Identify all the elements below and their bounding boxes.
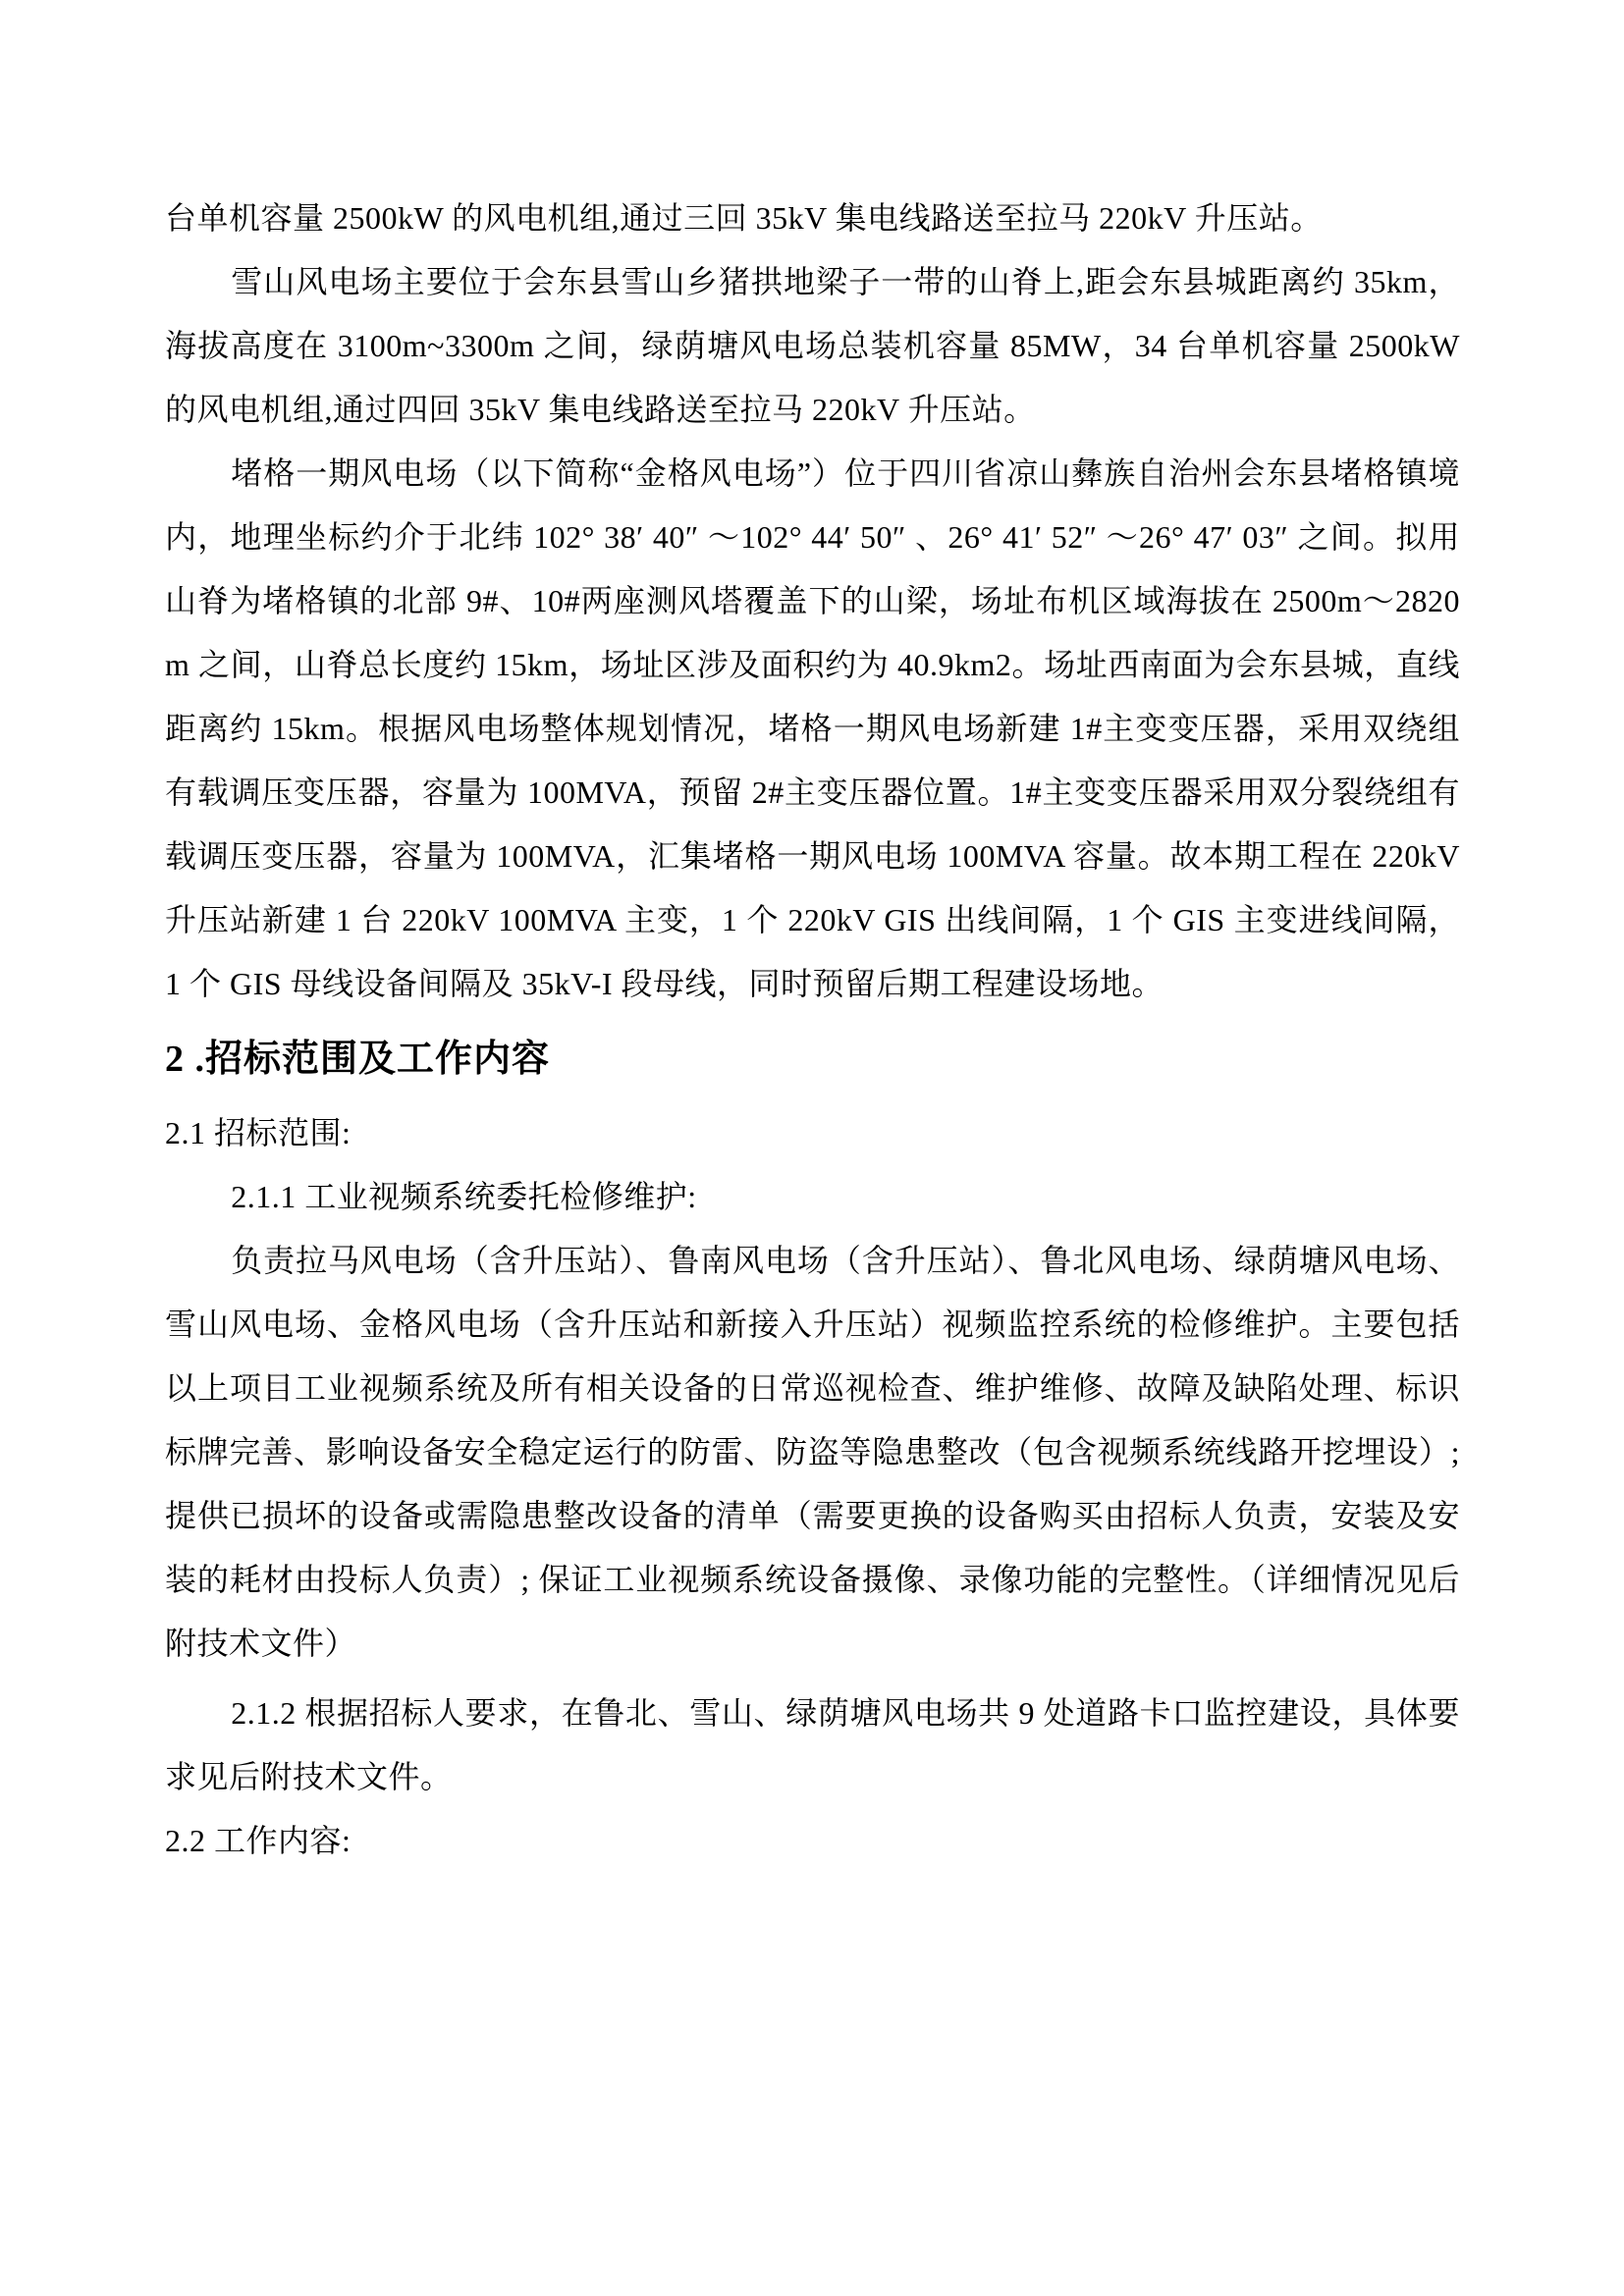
subsection-2-1-bidding-scope: 2.1 招标范围:	[165, 1115, 352, 1150]
subsection-2-2-work-content: 2.2 工作内容:	[165, 1823, 352, 1858]
paragraph-xueshan-wind-farm: 雪山风电场主要位于会东县雪山乡猪拱地梁子一带的山脊上,距会东县城距离约 35km，海拔高度在 3100m~3300m 之间，绿荫塘风电场总装机容量 85MW，34 台单机容量 2500kW 的风电机组,通过四回 35kV 集电线路送至拉马 220kV 升压站。	[165, 264, 1460, 427]
paragraph-duge-phase1-wind-farm: 堵格一期风电场（以下简称“金格风电场”）位于四川省凉山彝族自治州会东县堵格镇境内，地理坐标约介于北纬 102° 38′ 40″ ～102° 44′ 50″ 、26° 41′ 52″ ～26° 47′ 03″ 之间。拟用山脊为堵格镇的北部 9#、10#两座测风塔覆盖下的山梁，场址布机区域海拔在 2500m～2820m 之间，山脊总长度约 15km，场址区涉及面积约为 40.9km2。场址西南面为会东县城，直线距离约 15km。根据风电场整体规划情况，堵格一期风电场新建 1#主变变压器，采用双绕组有载调压变压器，容量为 100MVA，预留 2#主变压器位置。1#主变变压器采用双分裂绕组有载调压变压器，容量为 100MVA，汇集堵格一期风电场 100MVA 容量。故本期工程在 220kV 升压站新建 1 台 220kV 100MVA 主变，1 个 220kV GIS 出线间隔，1 个 GIS 主变进线间隔，1 个 GIS 母线设备间隔及 35kV-I 段母线，同时预留后期工程建设场地。	[165, 455, 1460, 1001]
section-heading-bidding-scope: 2 .招标范围及工作内容	[165, 1039, 551, 1080]
paragraph-maintenance-responsibilities: 负责拉马风电场（含升压站）、鲁南风电场（含升压站）、鲁北风电场、绿荫塘风电场、雪山风电场、金格风电场（含升压站和新接入升压站）视频监控系统的检修维护。主要包括以上项目工业视频系统及所有相关设备的日常巡视检查、维护维修、故障及缺陷处理、标识标牌完善、影响设备安全稳定运行的防雷、防盗等隐患整改（包含视频系统线路开挖埋设）; 提供已损坏的设备或需隐患整改设备的清单（需要更换的设备购买由招标人负责，安装及安装的耗材由投标人负责）; 保证工业视频系统设备摄像、录像功能的完整性。（详细情况见后附技术文件）	[165, 1243, 1460, 1661]
subsection-2-1-1-video-system-maintenance: 2.1.1 工业视频系统委托检修维护:	[231, 1179, 697, 1214]
paragraph-wind-turbines-three-circuits: 台单机容量 2500kW 的风电机组,通过三回 35kV 集电线路送至拉马 220kV 升压站。	[165, 200, 1323, 236]
subsection-2-1-2-road-checkpoint-monitoring: 2.1.2 根据招标人要求，在鲁北、雪山、绿荫塘风电场共 9 处道路卡口监控建设，具体要求见后附技术文件。	[165, 1695, 1460, 1794]
